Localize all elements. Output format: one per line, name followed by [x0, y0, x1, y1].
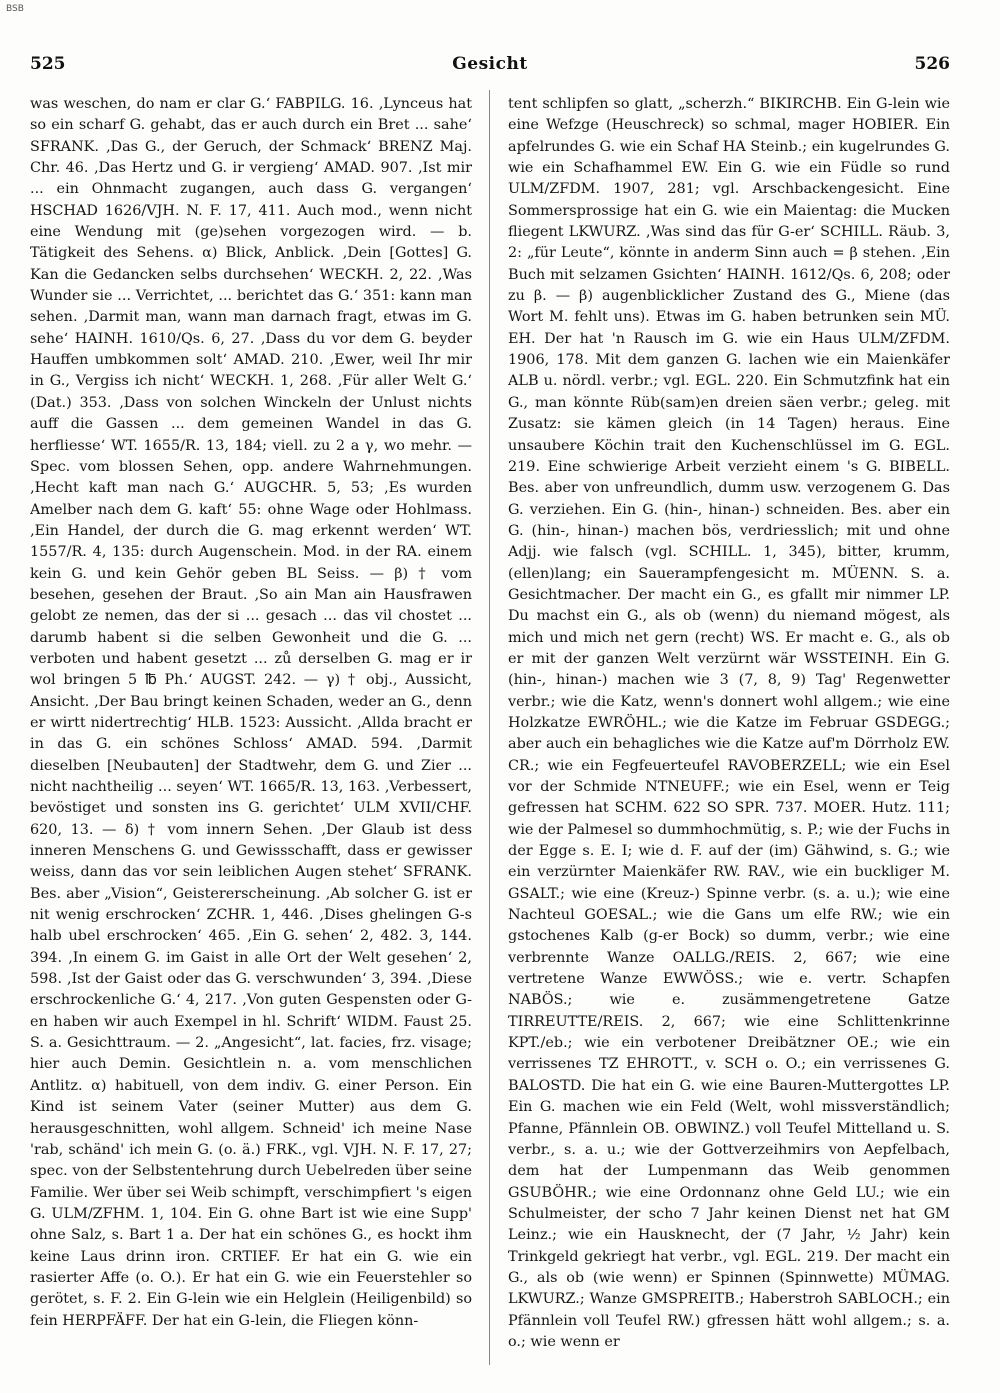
left-column	[30, 94, 472, 1369]
right-column	[508, 94, 950, 1369]
page-title: Gesicht	[452, 54, 528, 74]
library-corner-mark: BSB	[6, 4, 24, 14]
right-column-text: tent schlipfen so glatt, „scherzh.“ BIKIRCHB. Ein G-lein wie eine Wefzge (Heuschreck) so schmal, mager HOBIER. Ein apfelrundes G. wie ein Schaf HA Steinb.; ein kugelrundes G. wie ein Schafhammel EW. Ein G. wie ein Füdle so rund ULM/ZFDM. 1907, 281; vgl. Arschbackengesicht. Eine Sommersprossige hat ein G. wie ein Maientag: die Mucken fliegent LKWURZ. ‚Was sind das für G-er‘ SCHILL. Räub. 3, 2: „für Leute“, könnte in anderm Sinn auch = β stehen. ‚Ein Buch mit selzamen Gsichten‘ HAINH. 1612/Qs. 6, 208; oder zu β. — β) augenblicklicher Zustand des G., Miene (das Wort M. fehlt uns). Etwas im G. haben betrunken sein MÜ. EH. Der hat 'n Rausch im G. wie ein Haus ULM/ZFDM. 1906, 178. Mit dem ganzen G. lachen wie ein Maienkäfer ALB u. nördl. verbr.; vgl. EGL. 220. Ein Schmutzfink hat ein G., man könnte Rüb(sam)en dreien säen verbr.; geleg. mit Zusatz: sie kämen gleich (in 14 Tagen) heraus. Eine unsaubere Köchin trait den Kuchenschlüssel im G. EGL. 219. Eine schwierige Arbeit verzieht einem 's G. BIBELL. Bes. aber von unfreundlich, dumm usw. verzogenem G. Das G. verziehen. Ein G. (hin-, hinan-) schneiden. Bes. aber ein G. (hin-, hinan-) machen bös, verdriesslich; mit und ohne Adjj. wie falsch (vgl. SCHILL. 1, 345), bitter, krumm, (ellen)lang; ein Sauerampfengesicht m. MÜENN. S. a. Gesichtmacher. Der macht ein G., es gfallt mir nimmer LP. Du machst ein G., als ob (wenn) du niemand mögest, als mich und mich net gern (recht) WS. Er macht e. G., als ob er mit der ganzen Welt verzürnt wär WSSTEINH. Ein G. (hin-, hinan-) machen wie 3 (7, 8, 9) Tag' Regenwetter verbr.; wie die Katz, wenn's donnert wohl allgem.; wie eine Holzkatze EWRÖHL.; wie die Katze im Februar GSDEGG.; aber auch ein behagliches wie die Katze auf'm Dörrholz EW. CR.; wie ein Fegfeuerteufel RAVOBERZELL; wie ein Esel vor der Schmide NTNEUFF.; wie ein Esel, wenn er Teig gefressen hat SCHM. 622 SO SPR. 737. MOER. Hutz. 111; wie der Palmesel so dummhochmütig, s. P.; wie der Fuchs in der Egge s. E. I; wie d. F. auf der (im) Gähwind, s. G.; wie ein verzürnter Maienkäfer RW. RAV., wie ein buckliger M. GSALT.; wie eine (Kreuz-) Spinne verbr. (s. a. u.); wie eine Nachteul GOESAL.; wie die Gans um elfe RW.; wie ein gstochenes Kalb (g-er Bock) so dumm, verbr.; wie eine verbrennte Wanze OALLG./REIS. 2, 667; wie eine vertretene Wanze EWWÖSS.; wie e. vertr. Schapfen NABÖS.; wie e. zusämmengetretene Gatze TIRREUTTE/REIS. 2, 667; wie eine Schlittenkrinne KPT./eb.; wie ein verbotener Dreibätzner OE.; wie ein verrissenes TZ EHROTT., v. SCH o. O.; ein verrissenes G. BALOSTD. Die hat ein G. wie eine Bauren-Muttergottes LP. Ein G. machen wie ein Feld (Welt, wohl missverständlich; Pfanne, Pfännlein OB. OBWINZ.) voll Teufel Mittelland u. S. verbr., s. a. u.; wie der Gottverzeihmirs von Aepfelbach, dem hat der Lumpenmann das Weib genommen GSUBÖHR.; wie eine Ordonnanz ohne Geld LU.; wie ein Schulmeister, der scho 7 Jahr keinen Dienst net hat GM Leinz.; wie ein Hausknecht, der (7 Jahr, ½ Jahr) kein Trinkgeld gekriegt hat verbr., vgl. EGL. 219. Der macht ein G., als ob (wie wenn) er Spinnen (Spinnwette) MÜMAG. LKWURZ.; Wanze GMSPREITB.; Haberstroh SABLOCH.; ein Pfännlein voll Teufel RW.) gfressen hätt wohl allgem.; s. a. o.; wie wenn er	[508, 96, 950, 1350]
column-divider	[489, 90, 490, 1365]
page-number-left: 525	[30, 54, 66, 74]
left-column-text: was weschen, do nam er clar G.‘ FABPILG. 16. ‚Lynceus hat so ein scharf G. gehabt, das er auch durch ein Bret ... sahe‘ SFRANK. ‚Das G., der Geruch, der Schmack‘ BRENZ Maj. Chr. 46. ‚Das Hertz und G. ir vergieng‘ AMAD. 907. ‚Ist mir ... ein Ohnmacht zugangen, auch dass G. vergangen‘ HSCHAD 1626/VJH. N. F. 17, 411. Auch mod., wenn nicht eine Wendung mit (ge)sehen vorgezogen wird. — b. Tätigkeit des Sehens. α) Blick, Anblick. ‚Dein [Gottes] G. Kan die Gedancken selbs durchsehen‘ WECKH. 2, 22. ‚Was Wunder sie ... Verrichtet, ... berichtet das G.‘ 351: kann man sehen. ‚Darmit man, wann man darnach fragt, etwas im G. sehe‘ HAINH. 1610/Qs. 6, 27. ‚Dass du vor dem G. beyder Hauffen umbkommen solt‘ AMAD. 210. ‚Ewer, weil Ihr mir in G., Vergiss ich nicht‘ WECKH. 1, 268. ‚Für aller Welt G.‘ (Dat.) 353. ‚Dass von solchen Winckeln der Unlust nichts auff die Gassen ... dem gemeinen Wandel in das G. herfliesse‘ WT. 1655/R. 13, 184; viell. zu 2 a γ, wo mehr. — Spec. vom blossen Sehen, opp. andere Wahrnehmungen. ‚Hecht kaft man nach G.‘ AUGCHR. 5, 53; ‚Es wurden Amelber nach dem G. kaft‘ 55: ohne Wage oder Hohlmass. ‚Ein Handel, der durch die G. mag erkennt werden‘ WT. 1557/R. 4, 135: durch Augenschein. Mod. in der RA. einem kein G. und kein Gehör geben BL Seiss. — β) † vom besehen, gesehen der Braut. ‚So ain Man ain Hausfrawen gelobt ze nemen, das der si ... gesach ... das vil chostet ... darumb habent si die selben Gewonheit und die G. ... verboten und habent gesetzt ... zů derselben G. mag er ir wol bringen 5 ℔ Ph.‘ AUGST. 242. — γ) † obj., Aussicht, Ansicht. ‚Der Bau bringt keinen Schaden, weder an G., denn er wirtt nidertrechtig‘ HLB. 1523: Aussicht. ‚Allda bracht er in das G. ein schönes Schloss‘ AMAD. 594. ‚Darmit dieselben [Neubauten] der Stadtwehr, dem G. und Zier ... nicht nachtheilig ... seyen‘ WT. 1665/R. 13, 163. ‚Verbessert, bevöstiget und sonsten ins G. gerichtet‘ ULM XVII/CHF. 620, 13. — δ) † vom innern Sehen. ‚Der Glaub ist dess inneren Menschens G. und Gewissschafft, dass er gewisser weiss, dann das vor sein leiblichen Augen stehet‘ SFRANK. Bes. aber „Vision“, Geistererscheinung. ‚Ab solcher G. ist er nit wenig erschrocken‘ ZCHR. 1, 446. ‚Dises ghelingen G-s halb ubel erschrocken‘ 465. ‚Ein G. sehen‘ 2, 482. 3, 144. 394. ‚In einem G. im Gaist in alle Ort der Welt gesehen‘ 2, 598. ‚Ist der Gaist oder das G. verschwunden‘ 3, 394. ‚Diese erschrockenliche G.‘ 4, 217. ‚Von guten Gespensten oder G-en haben wir auch Exempel in hl. Schrift‘ WIDM. Faust 25. S. a. Gesichttraum. — 2. „Angesicht“, lat. facies, frz. visage; hier auch Demin. Gesichtlein n. a. vom menschlichen Antlitz. α) habituell, von dem indiv. G. einer Person. Ein Kind ist seinem Vater (seiner Mutter) aus dem G. herausgeschnitten, wohl allgem. Schneid' ich meine Nase 'rab, schänd' ich mein G. (o. ä.) FRK., vgl. VJH. N. F. 17, 27; spec. von der Selbstentehrung durch Uebelreden über seine Familie. Wer über sei Weib schimpft, verschimpfiert 's eigen G. ULM/ZFHM. 1, 104. Ein G. ohne Bart ist wie eine Supp' ohne Salz, s. Bart 1 a. Der hat ein schönes G., es hockt ihm keine Laus drinn iron. CRTIEF. Er hat ein G. wie ein rasierter Affe (o. O.). Er hat ein G. wie ein Feuerstehler so gerötet, s. F. 2. Ein G-lein wie ein Helglein (Heiligenbild) so fein HERPFÄFF. Der hat ein G-lein, die Fliegen könn-	[30, 96, 472, 1329]
page-number-right: 526	[914, 54, 950, 74]
page-header	[30, 54, 950, 80]
